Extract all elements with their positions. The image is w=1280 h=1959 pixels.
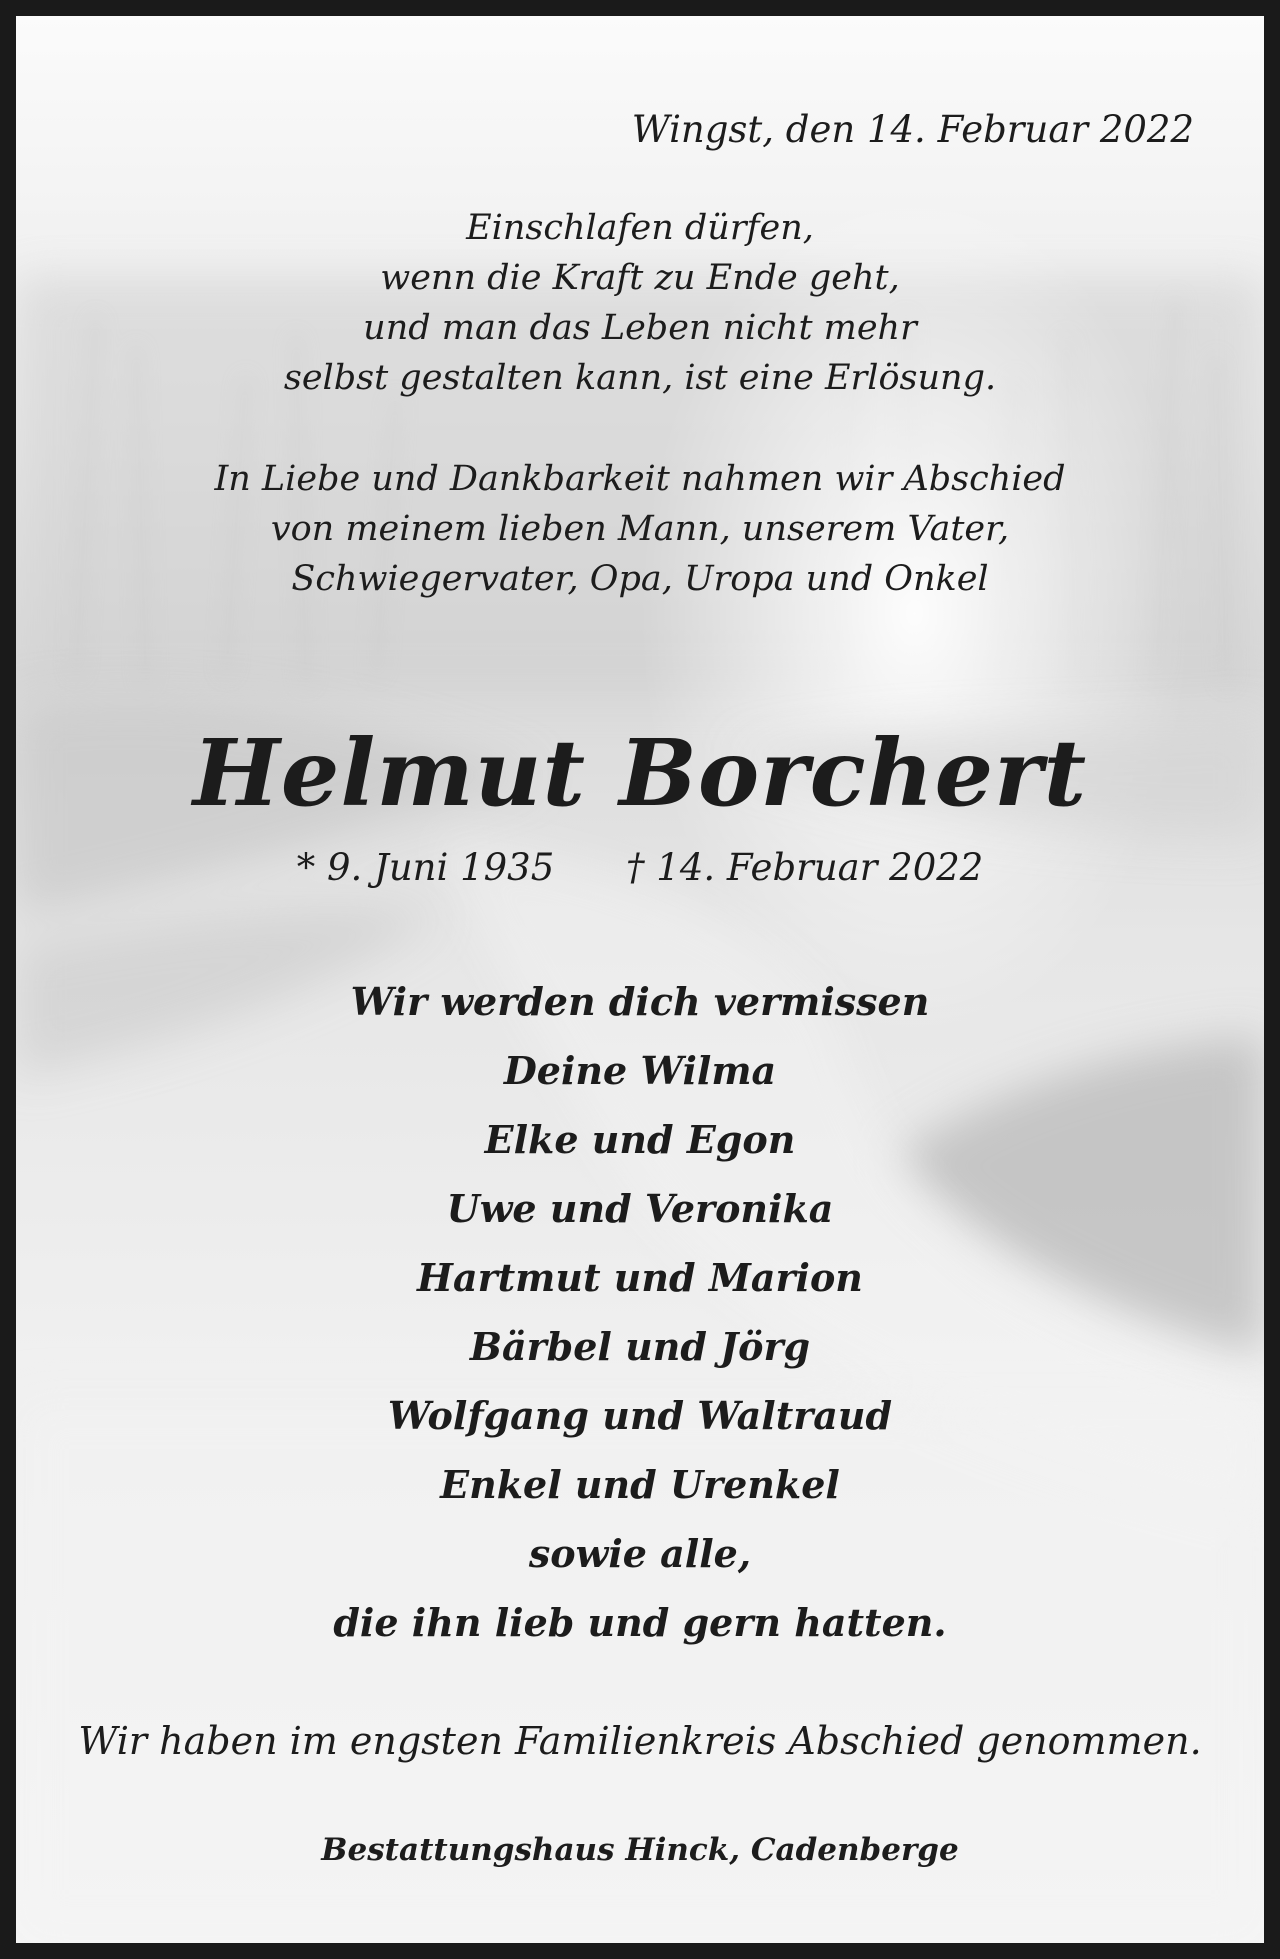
date-line: Wingst, den 14. Februar 2022 [631,108,1194,151]
poem-line: wenn die Kraft zu Ende geht, [380,258,900,298]
intro-line: In Liebe und Dankbarkeit nahmen wir Abschied [214,459,1066,499]
mourner-line: Enkel und Urenkel [440,1462,840,1507]
mourner-line: Uwe und Veronika [446,1186,834,1231]
birth-date: * 9. Juni 1935 [296,846,555,889]
mourner-line: Bärbel und Jörg [469,1324,811,1369]
intro-line: Schwiegervater, Opa, Uropa und Onkel [291,559,989,599]
mourner-line: Deine Wilma [503,1048,777,1093]
mourner-line: Wolfgang und Waltraud [387,1393,893,1438]
poem-line: selbst gestalten kann, ist eine Erlösung. [283,358,997,398]
mourner-line: Wir werden dich vermissen [350,979,930,1024]
poem-line: Einschlafen dürfen, [466,208,814,248]
poem-line: und man das Leben nicht mehr [363,308,917,348]
intro-line: von meinem lieben Mann, unserem Vater, [270,509,1010,549]
deceased-name: Helmut Borchert [192,719,1088,827]
mourner-line: die ihn lieb und gern hatten. [333,1600,947,1645]
mourner-line: sowie alle, [528,1531,752,1576]
mourner-line: Hartmut und Marion [417,1255,863,1300]
mourner-line: Elke und Egon [484,1117,796,1162]
life-dates [16,846,1264,889]
closing-statement: Wir haben im engsten Familienkreis Abschied genommen. [78,1719,1202,1763]
funeral-home: Bestattungshaus Hinck, Cadenberge [321,1832,959,1868]
death-date: † 14. Februar 2022 [626,846,984,889]
